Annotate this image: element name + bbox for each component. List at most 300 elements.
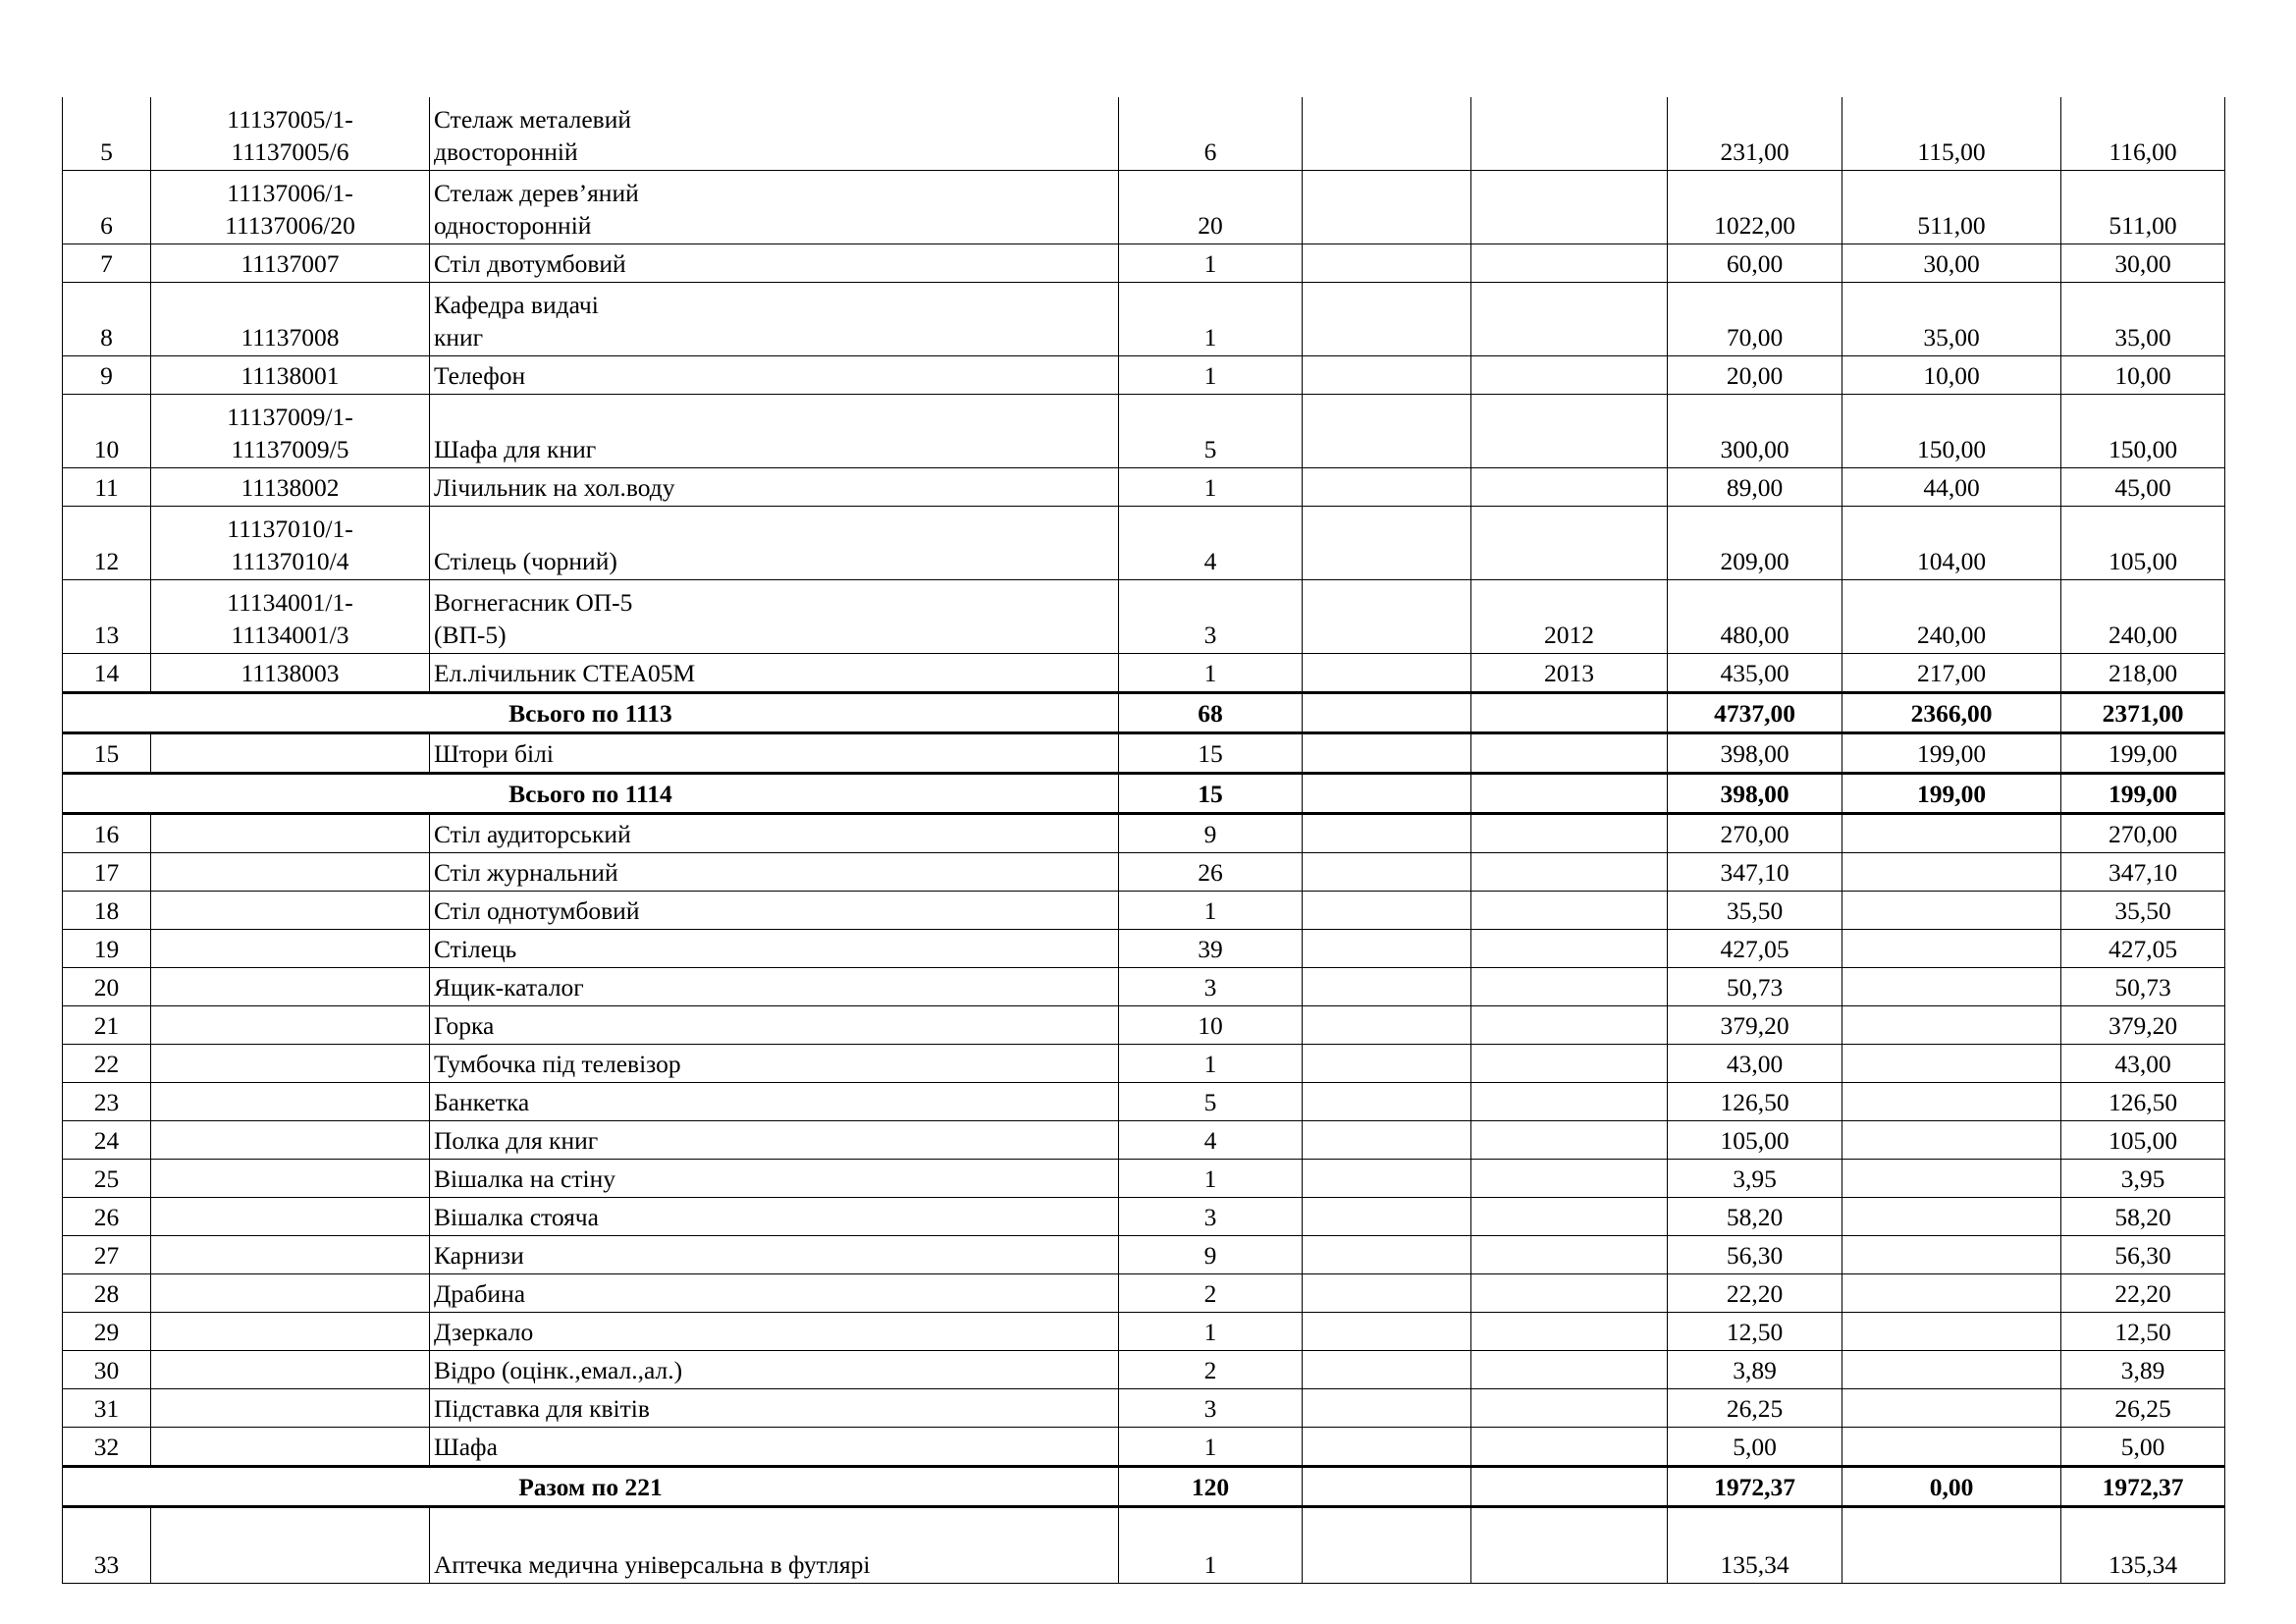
row-number: 6	[63, 171, 151, 244]
item-name-line: Стіл однотумбовий	[434, 896, 640, 925]
inventory-code	[151, 1507, 430, 1584]
item-rest: 427,05	[2061, 930, 2225, 968]
item-sum: 209,00	[1668, 507, 1842, 580]
item-rest: 22,20	[2061, 1274, 2225, 1313]
item-wear: 10,00	[1842, 356, 2061, 395]
item-wear: 217,00	[1842, 654, 2061, 693]
item-wear	[1842, 968, 2061, 1006]
item-year	[1471, 1274, 1668, 1313]
item-sum: 1022,00	[1668, 171, 1842, 244]
item-name-line: Підставка для квітів	[434, 1394, 650, 1423]
item-sum: 22,20	[1668, 1274, 1842, 1313]
inventory-code-line: 11137008	[240, 323, 340, 352]
item-qty: 1	[1119, 356, 1303, 395]
table-row	[63, 1006, 2225, 1045]
item-wear: 44,00	[1842, 468, 2061, 507]
row-number: 8	[63, 283, 151, 356]
empty-cell	[1303, 693, 1471, 733]
inventory-code	[151, 1006, 430, 1045]
item-year	[1471, 244, 1668, 283]
item-qty: 4	[1119, 1121, 1303, 1160]
table-row	[63, 1198, 2225, 1236]
item-sum: 3,95	[1668, 1160, 1842, 1198]
item-year	[1471, 468, 1668, 507]
empty-cell	[1303, 244, 1471, 283]
item-year	[1471, 930, 1668, 968]
item-wear: 511,00	[1842, 171, 2061, 244]
inventory-code-line: 11137009/5	[231, 435, 349, 463]
total-label: Всього по 1114	[63, 774, 1119, 814]
item-name	[430, 1121, 1119, 1160]
row-number: 29	[63, 1313, 151, 1351]
item-sum: 60,00	[1668, 244, 1842, 283]
inventory-code	[151, 853, 430, 892]
table-row	[63, 468, 2225, 507]
total-wear: 199,00	[1842, 774, 2061, 814]
table-row	[63, 283, 2225, 356]
item-year	[1471, 395, 1668, 468]
table-row	[63, 1274, 2225, 1313]
table-row	[63, 244, 2225, 283]
item-qty: 1	[1119, 1428, 1303, 1467]
item-qty: 26	[1119, 853, 1303, 892]
item-rest: 150,00	[2061, 395, 2225, 468]
empty-cell	[1471, 774, 1668, 814]
item-name-line: Ел.лічильник СТЕА05М	[434, 659, 696, 687]
item-wear	[1842, 1045, 2061, 1083]
empty-cell	[1303, 1160, 1471, 1198]
item-sum: 435,00	[1668, 654, 1842, 693]
item-name-line: (ВП-5)	[434, 621, 507, 649]
item-name-line: Горка	[434, 1011, 495, 1040]
inventory-code	[151, 507, 430, 580]
inventory-code	[151, 1198, 430, 1236]
item-rest: 126,50	[2061, 1083, 2225, 1121]
item-qty: 4	[1119, 507, 1303, 580]
item-qty: 10	[1119, 1006, 1303, 1045]
table-row	[63, 1507, 2225, 1584]
item-name-line: Тумбочка під телевізор	[434, 1050, 681, 1078]
empty-cell	[1303, 1198, 1471, 1236]
item-wear	[1842, 892, 2061, 930]
inventory-code-line: 11137006/1-	[227, 179, 353, 207]
inventory-code	[151, 356, 430, 395]
item-year	[1471, 1313, 1668, 1351]
row-number: 12	[63, 507, 151, 580]
empty-cell	[1303, 1236, 1471, 1274]
inventory-code	[151, 1274, 430, 1313]
empty-cell	[1303, 97, 1471, 171]
inventory-code-line: 11134001/1-	[227, 588, 353, 617]
item-qty: 1	[1119, 892, 1303, 930]
inventory-code-line: 11137006/20	[225, 211, 355, 240]
table-row	[63, 1121, 2225, 1160]
item-sum: 135,34	[1668, 1507, 1842, 1584]
row-number: 24	[63, 1121, 151, 1160]
item-name-line: Стілець	[434, 935, 517, 963]
row-number: 25	[63, 1160, 151, 1198]
item-name-line: Вішалка на стіну	[434, 1164, 615, 1193]
item-sum: 347,10	[1668, 853, 1842, 892]
item-rest: 35,00	[2061, 283, 2225, 356]
row-number: 32	[63, 1428, 151, 1467]
item-year	[1471, 1006, 1668, 1045]
row-number: 20	[63, 968, 151, 1006]
item-sum: 427,05	[1668, 930, 1842, 968]
item-wear: 115,00	[1842, 97, 2061, 171]
row-number: 5	[63, 97, 151, 171]
item-rest: 116,00	[2061, 97, 2225, 171]
item-name	[430, 930, 1119, 968]
item-name	[430, 1351, 1119, 1389]
inventory-code-line: 11137007	[240, 249, 340, 278]
table-row	[63, 580, 2225, 654]
inventory-code-line: 11137010/1-	[227, 514, 353, 543]
item-year	[1471, 1083, 1668, 1121]
inventory-code	[151, 171, 430, 244]
item-wear	[1842, 1428, 2061, 1467]
row-number: 7	[63, 244, 151, 283]
item-name	[430, 1313, 1119, 1351]
empty-cell	[1303, 1121, 1471, 1160]
item-name	[430, 283, 1119, 356]
table-row	[63, 1160, 2225, 1198]
empty-cell	[1471, 693, 1668, 733]
inventory-code-line: 11134001/3	[231, 621, 349, 649]
item-rest: 43,00	[2061, 1045, 2225, 1083]
item-name-line: Драбина	[434, 1279, 526, 1308]
table-row	[63, 853, 2225, 892]
item-rest: 135,34	[2061, 1507, 2225, 1584]
total-qty: 15	[1119, 774, 1303, 814]
table-row	[63, 97, 2225, 171]
item-qty: 1	[1119, 468, 1303, 507]
empty-cell	[1303, 814, 1471, 853]
row-number: 21	[63, 1006, 151, 1045]
item-sum: 126,50	[1668, 1083, 1842, 1121]
row-number: 11	[63, 468, 151, 507]
item-name	[430, 171, 1119, 244]
item-rest: 58,20	[2061, 1198, 2225, 1236]
total-rest: 1972,37	[2061, 1467, 2225, 1507]
row-number: 22	[63, 1045, 151, 1083]
item-name	[430, 580, 1119, 654]
total-label: Всього по 1113	[63, 693, 1119, 733]
total-rest: 199,00	[2061, 774, 2225, 814]
item-sum: 89,00	[1668, 468, 1842, 507]
item-sum: 12,50	[1668, 1313, 1842, 1351]
item-name	[430, 814, 1119, 853]
empty-cell	[1303, 1507, 1471, 1584]
total-rest: 2371,00	[2061, 693, 2225, 733]
table-row	[63, 1351, 2225, 1389]
item-name	[430, 733, 1119, 774]
inventory-code	[151, 395, 430, 468]
item-name-line: Полка для книг	[434, 1126, 599, 1155]
item-name	[430, 1083, 1119, 1121]
empty-cell	[1303, 580, 1471, 654]
item-qty: 5	[1119, 1083, 1303, 1121]
inventory-code	[151, 1045, 430, 1083]
row-number: 18	[63, 892, 151, 930]
item-name	[430, 244, 1119, 283]
item-qty: 1	[1119, 1160, 1303, 1198]
item-year	[1471, 733, 1668, 774]
item-wear	[1842, 1236, 2061, 1274]
inventory-code-line: 11137010/4	[231, 547, 349, 575]
item-year	[1471, 1389, 1668, 1428]
item-rest: 12,50	[2061, 1313, 2225, 1351]
item-wear: 104,00	[1842, 507, 2061, 580]
item-year	[1471, 1045, 1668, 1083]
item-year: 2012	[1471, 580, 1668, 654]
item-rest: 35,50	[2061, 892, 2225, 930]
item-rest: 270,00	[2061, 814, 2225, 853]
empty-cell	[1303, 733, 1471, 774]
total-wear: 0,00	[1842, 1467, 2061, 1507]
table-row	[63, 892, 2225, 930]
item-rest: 26,25	[2061, 1389, 2225, 1428]
empty-cell	[1303, 1467, 1471, 1507]
item-name	[430, 507, 1119, 580]
row-number: 19	[63, 930, 151, 968]
item-name-line: Стелаж дерев’яний	[434, 179, 639, 207]
item-year	[1471, 507, 1668, 580]
item-sum: 20,00	[1668, 356, 1842, 395]
item-rest: 379,20	[2061, 1006, 2225, 1045]
item-name-line: Стілець (чорний)	[434, 547, 617, 575]
item-year	[1471, 1351, 1668, 1389]
item-name	[430, 97, 1119, 171]
item-qty: 1	[1119, 1045, 1303, 1083]
item-name-line: Штори білі	[434, 739, 554, 768]
empty-cell	[1303, 654, 1471, 693]
item-name-line: Стіл журнальний	[434, 858, 618, 887]
item-rest: 3,89	[2061, 1351, 2225, 1389]
item-sum: 70,00	[1668, 283, 1842, 356]
empty-cell	[1303, 171, 1471, 244]
inventory-code	[151, 892, 430, 930]
item-qty: 39	[1119, 930, 1303, 968]
item-year	[1471, 853, 1668, 892]
item-name-line: Шафа для книг	[434, 435, 597, 463]
table-row	[63, 507, 2225, 580]
total-qty: 120	[1119, 1467, 1303, 1507]
empty-cell	[1303, 395, 1471, 468]
row-number: 16	[63, 814, 151, 853]
table-row	[63, 1313, 2225, 1351]
item-sum: 26,25	[1668, 1389, 1842, 1428]
item-sum: 231,00	[1668, 97, 1842, 171]
item-qty: 3	[1119, 1198, 1303, 1236]
row-number: 28	[63, 1274, 151, 1313]
item-year: 2013	[1471, 654, 1668, 693]
table-row	[63, 930, 2225, 968]
inventory-code	[151, 1083, 430, 1121]
inventory-table	[62, 97, 2225, 1584]
item-qty: 5	[1119, 395, 1303, 468]
row-number: 31	[63, 1389, 151, 1428]
item-sum: 56,30	[1668, 1236, 1842, 1274]
item-name	[430, 892, 1119, 930]
item-rest: 105,00	[2061, 1121, 2225, 1160]
item-year	[1471, 356, 1668, 395]
inventory-code	[151, 1351, 430, 1389]
inventory-code	[151, 244, 430, 283]
item-wear	[1842, 1198, 2061, 1236]
item-sum: 5,00	[1668, 1428, 1842, 1467]
row-number: 10	[63, 395, 151, 468]
item-qty: 9	[1119, 1236, 1303, 1274]
item-rest: 50,73	[2061, 968, 2225, 1006]
item-year	[1471, 814, 1668, 853]
item-rest: 30,00	[2061, 244, 2225, 283]
item-rest: 56,30	[2061, 1236, 2225, 1274]
item-qty: 6	[1119, 97, 1303, 171]
item-year	[1471, 968, 1668, 1006]
item-wear: 199,00	[1842, 733, 2061, 774]
item-wear	[1842, 1160, 2061, 1198]
item-wear	[1842, 1274, 2061, 1313]
item-name	[430, 1198, 1119, 1236]
item-name	[430, 1389, 1119, 1428]
total-sum: 1972,37	[1668, 1467, 1842, 1507]
empty-cell	[1303, 1313, 1471, 1351]
row-number: 13	[63, 580, 151, 654]
item-wear: 150,00	[1842, 395, 2061, 468]
item-wear	[1842, 853, 2061, 892]
item-qty: 2	[1119, 1351, 1303, 1389]
item-year	[1471, 171, 1668, 244]
item-qty: 1	[1119, 244, 1303, 283]
item-name	[430, 1274, 1119, 1313]
item-name-line: Лічильник на хол.воду	[434, 473, 675, 502]
item-name	[430, 468, 1119, 507]
item-name-line: Аптечка медична універсальна в футлярі	[434, 1550, 871, 1579]
table-row	[63, 356, 2225, 395]
item-rest: 511,00	[2061, 171, 2225, 244]
row-number: 30	[63, 1351, 151, 1389]
inventory-code	[151, 1389, 430, 1428]
total-label: Разом по 221	[63, 1467, 1119, 1507]
item-wear: 240,00	[1842, 580, 2061, 654]
item-rest: 10,00	[2061, 356, 2225, 395]
item-name-line: Шафа	[434, 1433, 498, 1461]
item-wear	[1842, 1351, 2061, 1389]
item-wear	[1842, 814, 2061, 853]
item-sum: 35,50	[1668, 892, 1842, 930]
total-qty: 68	[1119, 693, 1303, 733]
item-wear	[1842, 1313, 2061, 1351]
item-wear	[1842, 1006, 2061, 1045]
row-number: 26	[63, 1198, 151, 1236]
table-row	[63, 395, 2225, 468]
item-wear	[1842, 1389, 2061, 1428]
row-number: 33	[63, 1507, 151, 1584]
item-rest: 3,95	[2061, 1160, 2225, 1198]
empty-cell	[1303, 507, 1471, 580]
total-sum: 398,00	[1668, 774, 1842, 814]
item-name-line: Стіл двотумбовий	[434, 249, 626, 278]
table-row	[63, 1428, 2225, 1467]
item-wear	[1842, 1507, 2061, 1584]
table-row	[63, 1083, 2225, 1121]
inventory-table-body	[63, 97, 2225, 1584]
empty-cell	[1303, 1351, 1471, 1389]
item-rest: 218,00	[2061, 654, 2225, 693]
item-qty: 2	[1119, 1274, 1303, 1313]
inventory-code	[151, 930, 430, 968]
item-rest: 199,00	[2061, 733, 2225, 774]
item-name	[430, 1006, 1119, 1045]
item-qty: 20	[1119, 171, 1303, 244]
total-row	[63, 774, 2225, 814]
inventory-code-line: 11138002	[240, 473, 340, 502]
item-qty: 3	[1119, 580, 1303, 654]
item-rest: 5,00	[2061, 1428, 2225, 1467]
empty-cell	[1303, 1045, 1471, 1083]
total-row	[63, 693, 2225, 733]
empty-cell	[1303, 853, 1471, 892]
item-sum: 3,89	[1668, 1351, 1842, 1389]
inventory-code	[151, 1313, 430, 1351]
item-name-line: двосторонній	[434, 137, 578, 166]
item-wear: 30,00	[1842, 244, 2061, 283]
item-sum: 270,00	[1668, 814, 1842, 853]
item-name	[430, 968, 1119, 1006]
item-name	[430, 654, 1119, 693]
table-row	[63, 814, 2225, 853]
item-name-line: односторонній	[434, 211, 592, 240]
inventory-code	[151, 1236, 430, 1274]
item-qty: 15	[1119, 733, 1303, 774]
item-year	[1471, 1428, 1668, 1467]
row-number: 23	[63, 1083, 151, 1121]
row-number: 15	[63, 733, 151, 774]
total-sum: 4737,00	[1668, 693, 1842, 733]
empty-cell	[1303, 892, 1471, 930]
item-name-line: Відро (оцінк.,емал.,ал.)	[434, 1356, 683, 1384]
item-qty: 1	[1119, 654, 1303, 693]
item-rest: 105,00	[2061, 507, 2225, 580]
item-year	[1471, 1160, 1668, 1198]
item-wear	[1842, 1083, 2061, 1121]
item-name	[430, 1236, 1119, 1274]
empty-cell	[1303, 968, 1471, 1006]
row-number: 17	[63, 853, 151, 892]
table-row	[63, 733, 2225, 774]
inventory-code	[151, 1428, 430, 1467]
item-rest: 347,10	[2061, 853, 2225, 892]
item-sum: 58,20	[1668, 1198, 1842, 1236]
item-year	[1471, 283, 1668, 356]
item-year	[1471, 1236, 1668, 1274]
item-name-line: Вогнегасник ОП-5	[434, 588, 633, 617]
item-sum: 379,20	[1668, 1006, 1842, 1045]
table-row	[63, 654, 2225, 693]
table-row	[63, 1236, 2225, 1274]
item-sum: 43,00	[1668, 1045, 1842, 1083]
item-name-line: Стіл аудиторський	[434, 820, 631, 848]
item-name	[430, 853, 1119, 892]
empty-cell	[1303, 283, 1471, 356]
inventory-code	[151, 654, 430, 693]
item-rest: 45,00	[2061, 468, 2225, 507]
item-name-line: Кафедра видачі	[434, 291, 599, 319]
item-year	[1471, 1507, 1668, 1584]
inventory-code-line: 11137005/6	[231, 137, 349, 166]
item-name-line: Дзеркало	[434, 1318, 534, 1346]
